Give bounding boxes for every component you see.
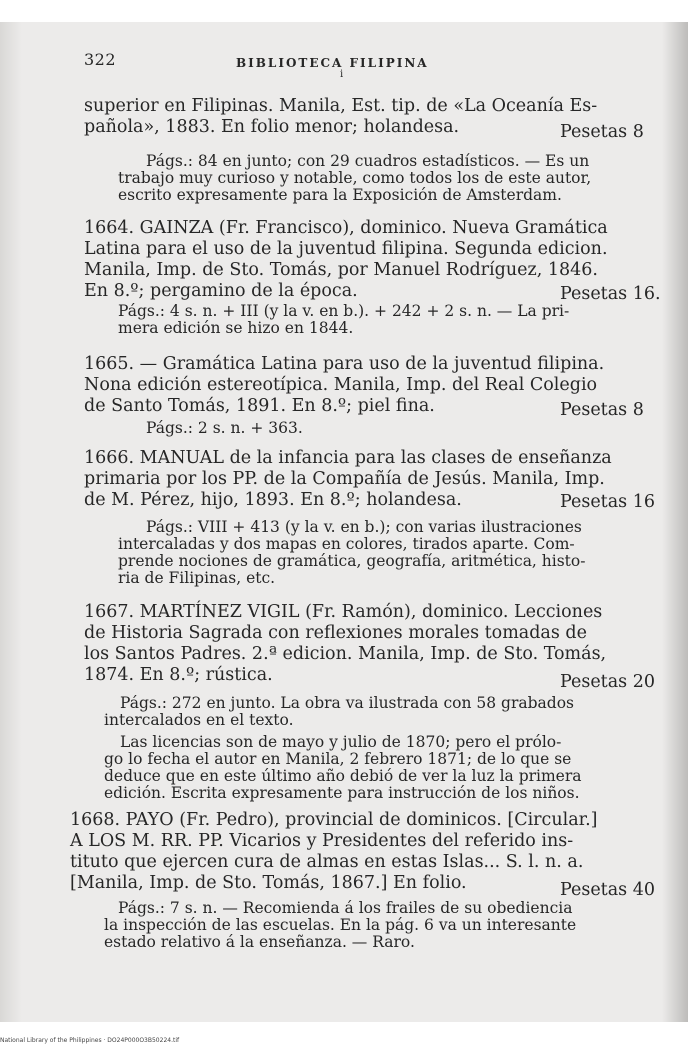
entry-price: Pesetas 16. bbox=[560, 284, 661, 304]
entry-note: trabajo muy curioso y notable, como todos los de este autor, bbox=[118, 169, 592, 187]
entry-line: de M. Pérez, hijo, 1893. En 8.º; holandesa. bbox=[84, 490, 462, 510]
entry-note: Págs.: 7 s. n. — Recomienda á los frailes de su obediencia bbox=[118, 899, 573, 917]
entry-line: los Santos Padres. 2.ª edicion. Manila, Imp. de Sto. Tomás, bbox=[84, 644, 607, 664]
entry-line: 1874. En 8.º; rústica. bbox=[84, 665, 273, 685]
entry-note: Las licencias son de mayo y julio de 1870; pero el prólo- bbox=[120, 733, 562, 751]
entry-line: de Santo Tomás, 1891. En 8.º; piel fina. bbox=[84, 396, 435, 416]
entry-note: ria de Filipinas, etc. bbox=[118, 569, 276, 587]
running-mark: i bbox=[340, 69, 344, 80]
entry-line: Manila, Imp. de Sto. Tomás, por Manuel Rodríguez, 1846. bbox=[84, 260, 598, 280]
entry-line: de Historia Sagrada con reflexiones morales tomadas de bbox=[84, 623, 587, 643]
entry-line: Latina para el uso de la juventud filipina. Segunda edicion. bbox=[84, 239, 608, 259]
entry-line: 1666. MANUAL de la infancia para las clases de enseñanza bbox=[84, 448, 612, 468]
entry-note: mera edición se hizo en 1844. bbox=[118, 319, 354, 337]
entry-price: Pesetas 8 bbox=[560, 400, 644, 420]
entry-note: deduce que en este último año debió de ver la luz la primera bbox=[104, 767, 582, 785]
entry-note: estado relativo á la enseñanza. — Raro. bbox=[104, 933, 415, 951]
entry-line: 1667. MARTÍNEZ VIGIL (Fr. Ramón), dominico. Lecciones bbox=[84, 602, 603, 622]
entry-note: edición. Escrita expresamente para instrucción de los niños. bbox=[104, 784, 580, 802]
entry-note: la inspección de las escuelas. En la pág. 6 va un interesante bbox=[104, 916, 577, 934]
scanned-page bbox=[0, 22, 688, 1022]
entry-note: intercalados en el texto. bbox=[104, 711, 294, 729]
entry-line: [Manila, Imp. de Sto. Tomás, 1867.] En folio. bbox=[70, 873, 467, 893]
entry-line: primaria por los PP. de la Compañía de Jesús. Manila, Imp. bbox=[84, 469, 605, 489]
entry-line: tituto que ejercen cura de almas en estas Islas... S. l. n. a. bbox=[70, 852, 584, 872]
entry-price: Pesetas 20 bbox=[560, 672, 655, 692]
entry-line: Nona edición estereotípica. Manila, Imp. del Real Colegio bbox=[84, 375, 598, 395]
entry-line: 1665. — Gramática Latina para uso de la juventud filipina. bbox=[84, 354, 605, 374]
page-number: 322 bbox=[84, 50, 117, 69]
entry-note: intercaladas y dos mapas en colores, tirados aparte. Com- bbox=[118, 535, 575, 553]
entry-line: superior en Filipinas. Manila, Est. tip. de «La Oceanía Es- bbox=[84, 96, 598, 116]
entry-note: Págs.: VIII + 413 (y la v. en b.); con varias ilustraciones bbox=[146, 518, 582, 536]
entry-line: 1668. PAYO (Fr. Pedro), provincial de dominicos. [Circular.] bbox=[70, 810, 598, 830]
entry-price: Pesetas 16 bbox=[560, 492, 655, 512]
entry-note: Págs.: 272 en junto. La obra va ilustrada con 58 grabados bbox=[120, 694, 574, 712]
entry-line: 1664. GAINZA (Fr. Francisco), dominico. Nueva Gramática bbox=[84, 218, 608, 238]
entry-line: pañola», 1883. En folio menor; holandesa. bbox=[84, 117, 460, 137]
entry-price: Pesetas 8 bbox=[560, 122, 644, 142]
entry-price: Pesetas 40 bbox=[560, 880, 655, 900]
entry-note: escrito expresamente para la Exposición de Amsterdam. bbox=[118, 186, 562, 204]
entry-line: A LOS M. RR. PP. Vicarios y Presidentes del referido ins- bbox=[70, 831, 574, 851]
entry-note: Págs.: 4 s. n. + III (y la v. en b.). + 242 + 2 s. n. — La pri- bbox=[118, 302, 570, 320]
entry-line: En 8.º; pergamino de la época. bbox=[84, 281, 358, 301]
running-title: BIBLIOTECA FILIPINA bbox=[236, 56, 429, 70]
entry-note: Págs.: 2 s. n. + 363. bbox=[146, 419, 303, 437]
entry-note: go lo fecha el autor en Manila, 2 febrero 1871; de lo que se bbox=[104, 750, 572, 768]
entry-note: Págs.: 84 en junto; con 29 cuadros estadísticos. — Es un bbox=[146, 152, 590, 170]
entry-note: prende nociones de gramática, geografía, aritmética, histo- bbox=[118, 552, 586, 570]
scan-caption: National Library of the Philippines · DO24P000O3B50224.tif bbox=[0, 1037, 180, 1044]
